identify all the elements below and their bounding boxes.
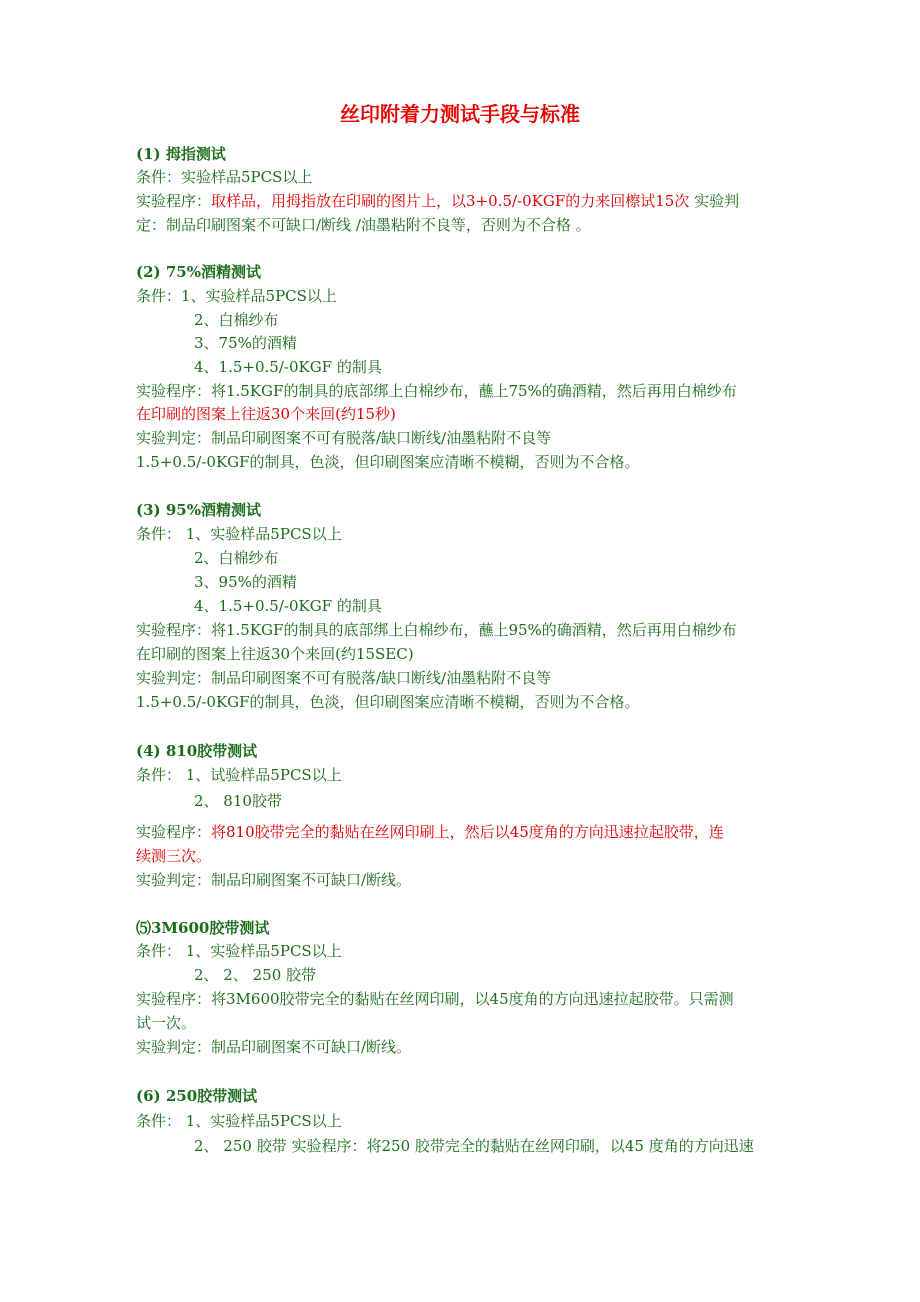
section-2-condition-4: 4、1.5+0.5/-0KGF 的制具 (194, 358, 382, 376)
section-4-heading: (4) 810胶带测试 (136, 742, 258, 760)
procedure-highlight: 将810胶带完全的黏贴在丝网印刷上，然后以45度角的方向迅速拉起胶带，连 (211, 823, 724, 841)
section-4-procedure (136, 822, 724, 842)
section-5-procedure-cont: 试一次。 (136, 1014, 197, 1032)
section-6-condition-2: 2、 250 胶带 实验程序：将250 胶带完全的黏贴在丝网印刷，以45 度角的方向迅速 (194, 1137, 754, 1155)
section-3-condition: 条件： 1、实验样品5PCS以上 (136, 525, 342, 543)
procedure-label: 实验程序： (136, 823, 212, 841)
section-2-condition: 条件：1、实验样品5PCS以上 (136, 287, 337, 305)
section-4-condition-2: 2、 810胶带 (194, 792, 282, 810)
section-2-condition-2: 2、白棉纱布 (194, 311, 279, 329)
section-2-condition-3: 3、75%的酒精 (194, 334, 297, 352)
section-2-judgement: 实验判定：制品印刷图案不可有脱落/缺口断线/油墨粘附不良等 (136, 429, 552, 447)
section-4-procedure-cont: 续测三次。 (136, 847, 212, 865)
section-6-condition: 条件： 1、实验样品5PCS以上 (136, 1112, 342, 1130)
section-1-procedure-cont: 定：制品印刷图案不可缺口/断线 /油墨粘附不良等，否则为不合格 。 (136, 216, 591, 234)
section-5-condition: 条件： 1、实验样品5PCS以上 (136, 942, 342, 960)
section-3-procedure-cont: 在印刷的图案上往返30个来回(约15SEC) (136, 645, 414, 663)
section-5-condition-2: 2、 2、 250 胶带 (194, 966, 317, 984)
section-1-heading: (1) 拇指测试 (136, 145, 226, 163)
section-3-judgement-cont: 1.5+0.5/-0KGF的制具，色淡，但印刷图案应清晰不模糊，否则为不合格。 (136, 693, 640, 711)
section-4-condition: 条件： 1、试验样品5PCS以上 (136, 766, 342, 784)
section-2-heading: (2) 75%酒精测试 (136, 263, 261, 281)
section-5-procedure: 实验程序：将3M600胶带完全的黏贴在丝网印刷，以45度角的方向迅速拉起胶带。只需测 (136, 990, 734, 1008)
section-2-procedure: 实验程序：将1.5KGF的制具的底部绑上白棉纱布，蘸上75%的确酒精，然后再用白棉纱布 (136, 382, 737, 400)
section-6-heading: (6) 250胶带测试 (136, 1087, 258, 1105)
section-3-condition-3: 3、95%的酒精 (194, 573, 297, 591)
section-2-procedure-cont: 在印刷的图案上往返30个来回(约15秒) (136, 405, 396, 423)
section-2-judgement-cont: 1.5+0.5/-0KGF的制具，色淡，但印刷图案应清晰不模糊，否则为不合格。 (136, 453, 640, 471)
section-5-heading: ⑸3M600胶带测试 (136, 919, 270, 937)
section-1-procedure (136, 191, 739, 211)
section-3-heading: (3) 95%酒精测试 (136, 501, 261, 519)
procedure-tail: 实验判 (689, 192, 740, 210)
section-3-procedure: 实验程序：将1.5KGF的制具的底部绑上白棉纱布，蘸上95%的确酒精，然后再用白棉纱布 (136, 621, 737, 639)
section-5-judgement: 实验判定：制品印刷图案不可缺口/断线。 (136, 1038, 412, 1056)
procedure-label: 实验程序： (136, 192, 212, 210)
section-1-condition: 条件：实验样品5PCS以上 (136, 168, 313, 186)
section-4-judgement: 实验判定：制品印刷图案不可缺口/断线。 (136, 871, 412, 889)
section-3-judgement: 实验判定：制品印刷图案不可有脱落/缺口断线/油墨粘附不良等 (136, 669, 552, 687)
procedure-highlight: 取样品，用拇指放在印刷的图片上，以3+0.5/-0KGF的力来回檫试15次 (211, 192, 690, 210)
section-3-condition-2: 2、白棉纱布 (194, 549, 279, 567)
section-3-condition-4: 4、1.5+0.5/-0KGF 的制具 (194, 597, 382, 615)
page-title: 丝印附着力测试手段与标准 (340, 102, 580, 126)
